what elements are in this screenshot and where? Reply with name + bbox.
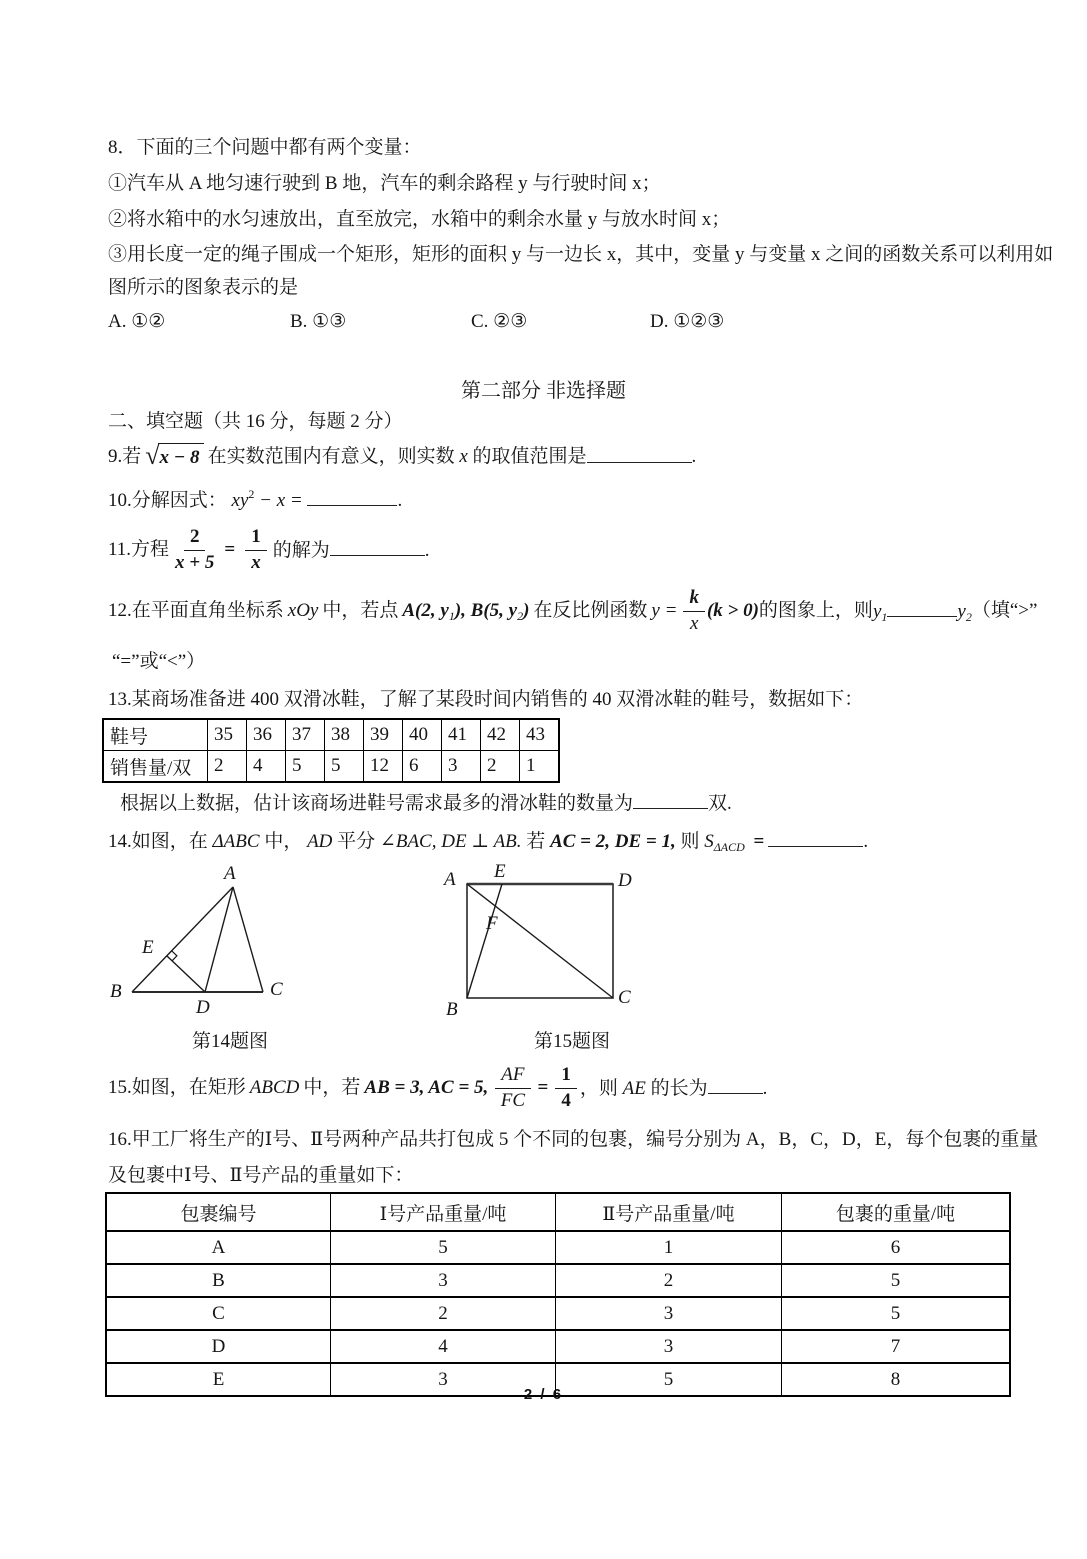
q12-text-1: 12.在平面直角坐标系 [108,600,284,622]
table-cell: 3 [556,1330,782,1363]
table-cell: 5 [782,1264,1011,1297]
q13-conclusion [120,790,732,816]
table-row [106,1330,1010,1363]
table-cell: 12 [364,751,403,783]
table-row [103,751,559,783]
q15-given: AB = 3, AC = 5, [364,1077,489,1099]
table-cell: 3 [331,1363,556,1396]
segment-de [167,956,205,992]
q12-compare-group [873,598,972,624]
table-cell: A [106,1231,331,1264]
q12-y2: y [957,601,966,623]
triangle-figure-svg [98,862,348,1022]
table-cell: 5 [286,751,325,783]
q11-text-pre: 11.方程 [108,539,170,561]
point-label-f: F [486,913,498,934]
q9-mid: 在实数范围内有意义，则实数 [207,446,455,468]
table-cell: 37 [286,719,325,751]
table-header-cell: Ⅱ号产品重量/吨 [556,1193,782,1231]
q15-text-tail [580,1075,768,1101]
q11-frac2-numerator: 1 [245,526,267,551]
question-11 [108,519,429,581]
q12-y2-sub: 2 [965,610,972,625]
q12-close-paren: ) [523,600,530,622]
table-cell: 3 [442,751,481,783]
q14-triangle: ΔABC [212,831,260,853]
table-cell: 43 [520,719,560,751]
table-cell: 4 [247,751,286,783]
vertex-label-b: B [446,999,458,1020]
answer-blank [307,487,397,506]
segment-be [467,884,502,998]
q15-period: . [762,1078,768,1100]
table-cell: 35 [208,719,247,751]
q10-exponent: 2 [248,487,255,502]
q11-frac1-numerator: 2 [184,526,206,551]
table-row [106,1264,1010,1297]
q12-points [402,599,529,623]
q8-item3-line2: 图所示的图象表示的是 [108,277,299,298]
q12-point-a: A(2, y [402,600,449,622]
q12-point-b: ), B(5, y [454,600,518,622]
table-cell: 40 [403,719,442,751]
q15-frac1-denominator: FC [500,1089,526,1111]
vertex-label-d: D [618,870,632,891]
q8-item2: ②将水箱中的水匀速放出，直至放完，水箱中的剩余水量 y 与放水时间 x； [108,209,731,230]
q12-text-2: 中，若点 [322,600,399,622]
q16-line2: 及包裹中Ⅰ号、Ⅱ号产品的重量如下： [108,1165,414,1186]
q9-text-pre: 9.若 [108,445,142,467]
q13-after-tail: 双. [708,793,732,815]
figure-15-caption: 第15题图 [533,1031,610,1052]
q14-area-symbol: S [704,831,714,853]
q8-option-a: A. ①② [108,311,166,332]
q14-ad: AD [307,831,333,853]
table-cell: B [106,1264,331,1297]
q9-var: x [459,446,468,468]
answer-blank [768,828,863,847]
vertex-label-d: D [196,997,210,1018]
page-number: 2 / 6 [523,1386,564,1403]
q10-rest: − x = [254,490,308,512]
table-cell: 38 [325,719,364,751]
table-cell: 6 [782,1231,1011,1264]
q11-frac1-denominator: x + 5 [175,551,215,573]
table-cell: 鞋号 [103,719,208,751]
table-cell: 41 [442,719,481,751]
table-cell: 3 [556,1297,782,1330]
table-cell: 8 [782,1363,1011,1396]
q16-line1: 16.甲工厂将生产的Ⅰ号、Ⅱ号两种产品共打包成 5 个不同的包裹，编号分别为 A，B，C，D，E，每个包裹的重量 [108,1129,1039,1150]
table-cell: 2 [556,1264,782,1297]
vertex-label-e: E [142,937,154,958]
q10-text-pre: 10.分解因式： [108,490,227,512]
q14-text-2: 中， [264,831,303,853]
q12-y1-sub: 1 [881,610,888,625]
table-header-cell: Ⅰ号产品重量/吨 [331,1193,556,1231]
q12-coord-system: xOy [287,600,319,622]
answer-blank [587,443,692,462]
table-cell: 2 [481,751,520,783]
q14-text-5: 则 [680,831,700,853]
table-cell: 2 [331,1297,556,1330]
table-cell: 1 [520,751,560,783]
question-14 [108,828,868,854]
q15-rect-name: ABCD [249,1077,300,1099]
q13-stem: 13.某商场准备进 400 双滑冰鞋，了解了某段时间内销售的 40 双滑冰鞋的鞋号，数据如下： [108,689,864,710]
q15-fraction-1 [495,1064,530,1113]
table-cell: 1 [556,1231,782,1264]
q11-equals: = [224,539,236,561]
table-cell: 销售量/双 [103,751,208,783]
table-cell: 7 [782,1330,1011,1363]
q12-sub-1: 1 [448,609,455,624]
table-cell: 5 [325,751,364,783]
q14-period: . [863,831,869,853]
q10-period: . [397,490,403,512]
table-cell: C [106,1297,331,1330]
q14-text-4: 若 [526,831,546,853]
q15-frac2-denominator: 4 [561,1089,571,1111]
right-angle-mark [172,951,177,961]
q12-text-5: （填“>” [971,600,1038,622]
figure-q14-triangle [98,862,348,1022]
q12-function-lhs: y = [651,600,678,622]
part2-heading: 第二部分 非选择题 [461,380,626,402]
question-15 [108,1058,767,1118]
q9-radical [145,443,203,470]
section2-heading: 二、填空题（共 16 分，每题 2 分） [108,411,403,432]
q9-text-tail [208,443,697,469]
q8-stem: 8．下面的三个问题中都有两个变量： [108,137,422,158]
side-ac [233,887,263,992]
q12-fraction [683,587,705,636]
q11-tail: 的解为 [272,540,330,562]
table-cell: 5 [556,1363,782,1396]
answer-blank [708,1075,763,1094]
q12-text-4: 的图象上，则 [758,600,873,622]
q15-ae: AE [622,1078,646,1100]
table-cell: D [106,1330,331,1363]
q9-tail: 的取值范围是 [472,446,587,468]
question-10 [108,487,402,513]
table-cell: E [106,1363,331,1396]
table-row [106,1231,1010,1264]
vertex-label-c: C [270,979,283,1000]
question-9 [108,443,696,470]
q13-after-pre: 根据以上数据，估计该商场进鞋号需求最多的滑冰鞋的数量为 [120,793,634,815]
answer-blank [330,537,425,556]
figure-14-caption: 第14题图 [191,1031,268,1052]
q14-equals: = [753,831,765,853]
q11-frac2-denominator: x [251,551,261,573]
q12-sub-2: 2 [517,609,524,624]
q14-text-1: 14.如图，在 [108,831,208,853]
q14-area-subscript: ΔACD [713,840,745,855]
q15-frac2-numerator: 1 [555,1064,577,1089]
q15-fraction-2 [555,1064,577,1113]
vertex-label-b: B [110,981,122,1002]
table-cell: 4 [331,1330,556,1363]
q8-option-c: C. ②③ [471,311,528,332]
table-cell: 39 [364,719,403,751]
q9-period: . [691,446,697,468]
segment-ad [205,887,233,992]
radical-sign: √ [145,441,160,470]
q12-frac-numerator: k [683,587,705,612]
table-cell: 42 [481,719,520,751]
table-header-cell: 包裹编号 [106,1193,331,1231]
table-cell: 3 [331,1264,556,1297]
q15-text-2: 中，若 [303,1077,361,1099]
table-cell: 5 [782,1297,1011,1330]
q15-t4: 的长为 [650,1078,708,1100]
figure-q15-rectangle [430,862,660,1022]
q15-frac1-numerator: AF [495,1064,530,1089]
q8-item3-line1: ③用长度一定的绳子围成一个矩形，矩形的面积 y 与一边长 x，其中，变量 y 与变量 x 之间的函数关系可以利用如 [108,244,1054,265]
table-cell: 5 [331,1231,556,1264]
q11-text-tail [273,537,430,563]
q15-text-1: 15.如图，在矩形 [108,1077,246,1099]
q12-text-3: 在反比例函数 [533,600,648,622]
table-header-row [106,1193,1010,1231]
vertex-label-e: E [494,861,506,882]
table-cell: 2 [208,751,247,783]
q14-angle-perp: ∠BAC, DE ⊥ AB. [379,831,522,853]
q15-t3: ，则 [579,1078,618,1100]
table-header-cell: 包裹的重量/吨 [782,1193,1011,1231]
table-row [106,1297,1010,1330]
q12-y1: y [872,601,882,623]
package-weight-table [105,1192,1011,1397]
table-cell: 36 [247,719,286,751]
table-row [103,719,559,751]
table-cell: 6 [403,751,442,783]
diagonal-ac [467,884,613,998]
q8-item1: ①汽车从 A 地匀速行驶到 B 地，汽车的剩余路程 y 与行驶时间 x； [108,173,661,194]
q8-option-b: B. ①③ [290,311,347,332]
q14-text-3: 平分 [337,831,376,853]
q11-fraction-1 [175,526,214,575]
shoe-size-table [102,718,560,783]
q10-base: xy [231,490,249,512]
q11-period: . [424,540,430,562]
q12-frac-denominator: x [689,612,699,634]
q12-line2: “=”或“<”） [112,651,206,672]
q15-equals: = [537,1077,549,1099]
q9-radicand: x − 8 [158,443,204,470]
vertex-label-a: A [224,863,236,884]
q12-k-condition: (k > 0) [706,600,759,622]
question-12 [108,583,1037,639]
q8-option-d: D. ①②③ [650,311,725,332]
q11-fraction-2 [245,526,267,575]
vertex-label-c: C [618,987,631,1008]
q14-given: AC = 2, DE = 1, [550,831,676,853]
answer-blank [633,790,708,809]
vertex-label-a: A [444,869,456,890]
answer-blank [887,598,957,617]
